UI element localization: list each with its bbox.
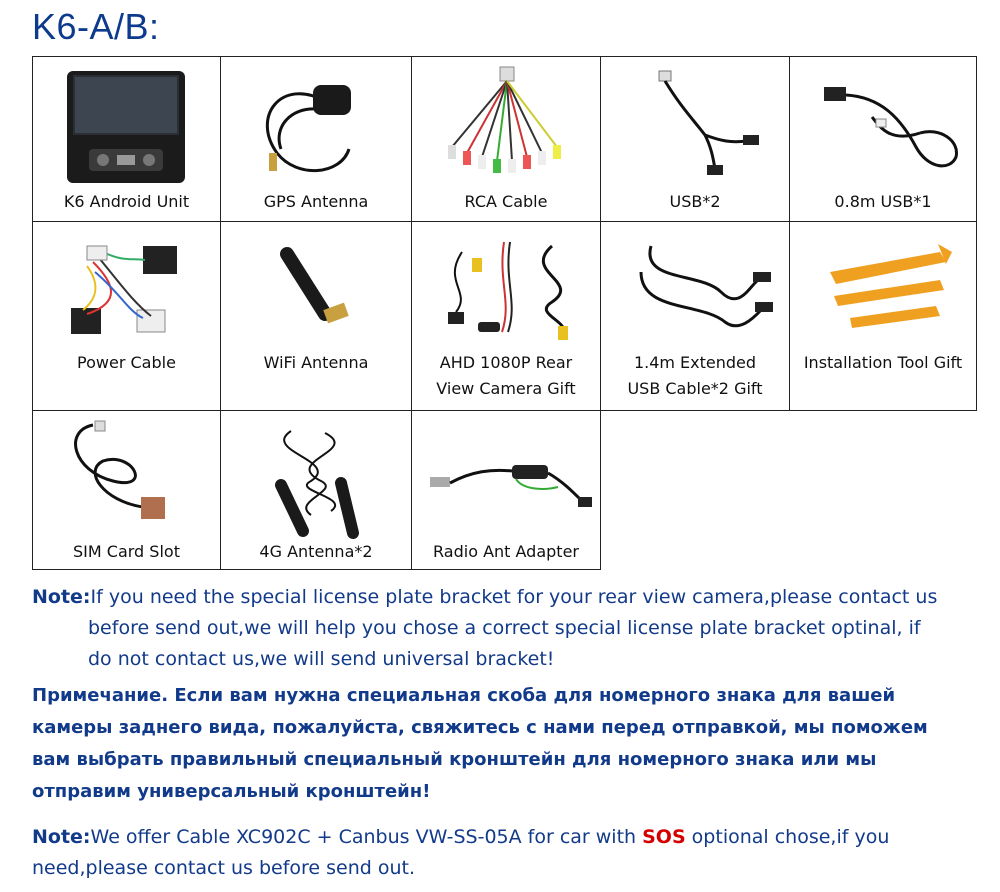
item-label: View Camera Gift [436,379,576,398]
rca-cable-icon [412,57,602,197]
item-label: WiFi Antenna [263,353,369,372]
item-rca-cable [411,56,601,222]
note-bracket-en [32,582,982,675]
note-label: Note: [32,586,91,608]
package-contents-grid [32,56,977,570]
item-0-8m-usb [789,56,977,222]
item-wifi-antenna [220,221,412,411]
note-text: optional chose,if you [685,826,890,848]
note-label: Note: [32,826,91,848]
note-text: We offer Cable XC902C + Canbus VW-SS-05A for car with [90,826,643,848]
page-title: K6-A/B: [32,6,160,47]
sos-highlight: SOS [642,826,686,848]
item-label: Radio Ant Adapter [433,542,579,561]
item-usb-2 [600,56,790,222]
usb-extension-icon [601,222,791,352]
sim-slot-cable-icon [33,411,222,541]
item-rear-camera [411,221,601,411]
item-label: K6 Android Unit [63,192,190,211]
note-bracket-ru [32,680,982,808]
note-text: do not contact us,we will send universal bracket! [88,648,555,670]
item-label: Installation Tool Gift [803,353,963,372]
usb-cable-coiled-icon [790,57,978,197]
rear-camera-icon [412,222,602,352]
note-text: need,please contact us before send out. [32,857,416,879]
gps-antenna-icon [221,57,413,197]
item-label: GPS Antenna [263,192,369,211]
note-text: отправим универсальный кронштейн! [32,781,431,802]
item-label: USB Cable*2 Gift [627,379,763,398]
item-label: 0.8m USB*1 [834,192,932,211]
item-usb-extension [600,221,790,411]
usb-cable-icon [601,57,791,197]
item-power-cable [32,221,221,411]
note-canbus [32,822,982,884]
item-4g-antenna [220,410,412,570]
item-label: 1.4m Extended [633,353,757,372]
radio-adapter-icon [412,411,602,541]
item-label: 4G Antenna*2 [259,542,373,561]
item-installation-tool [789,221,977,411]
item-k6-android-unit [32,56,221,222]
wifi-antenna-icon [221,222,413,352]
item-sim-card-slot [32,410,221,570]
item-label: AHD 1080P Rear [439,353,573,372]
android-head-unit-icon [33,57,222,197]
item-radio-ant-adapter [411,410,601,570]
item-gps-antenna [220,56,412,222]
item-label: SIM Card Slot [73,542,180,561]
note-text: вам выбрать правильный специальный кронштейн для номерного знака или мы [32,749,877,770]
power-harness-icon [33,222,222,352]
item-label: Power Cable [77,353,176,372]
note-text: камеры заднего вида, пожалуйста, свяжитесь с нами перед отправкой, мы поможем [32,717,928,738]
pry-tool-icon [790,222,978,352]
note-text: before send out,we will help you chose a correct special license plate bracket optinal, if [88,617,921,639]
note-text: Примечание. Если вам нужна специальная скоба для номерного знака для вашей [32,685,896,706]
note-text: If you need the special license plate bracket for your rear view camera,please contact us [90,586,938,608]
4g-antenna-icon [221,411,413,541]
item-label: USB*2 [669,192,721,211]
item-label: RCA Cable [464,192,548,211]
